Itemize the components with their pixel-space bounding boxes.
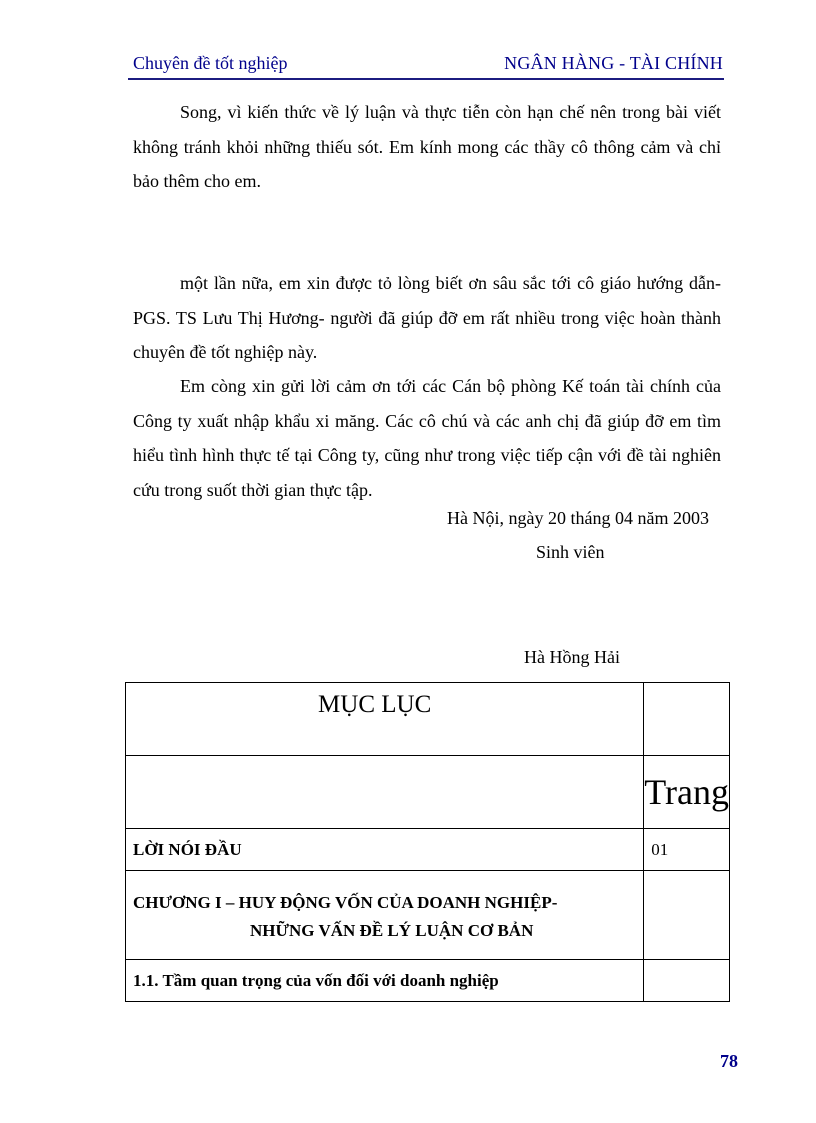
toc-entry-label: 1.1. Tầm quan trọng của vốn đối với doanh nghiệp [126,960,644,1002]
toc-blank-cell [126,756,644,829]
paragraph-3: Em còng xin gửi lời cảm ơn tới các Cán bộ phòng Kế toán tài chính của Công ty xuất nhập khẩu xi măng. Các cô chú và các anh chị đã giúp đỡ em tìm hiểu tình hình thực tế tại Công ty, cũng như trong việc tiếp cận với đề tài nghiên cứu trong suốt thời gian thực tập. [133,376,721,500]
toc-entry-page [644,871,730,960]
toc-entry-page [644,960,730,1002]
toc-entry-label: LỜI NÓI ĐẦU [126,829,644,871]
paragraph-2: một lần nữa, em xin được tỏ lòng biết ơn sâu sắc tới cô giáo hướng dẫn- PGS. TS Lưu Thị Hương- người đã giúp đỡ em rất nhiều trong việc hoàn thành chuyên đề tốt nghiệp này. [133,273,721,362]
toc-title-cell [126,683,644,756]
table-row [126,871,730,960]
signature-role: Sinh viên [536,542,605,562]
toc-title: MỤC LỤC [318,691,432,718]
table-of-contents [125,682,730,1002]
header-divider [128,78,724,80]
header-left-title: Chuyên đề tốt nghiệp [133,53,288,73]
toc-title-page-cell [644,683,730,756]
table-row [126,829,730,871]
page-number: 78 [720,1051,738,1071]
toc-chapter-line-2: NHỮNG VẤN ĐỀ LÝ LUẬN CƠ BẢN [250,921,534,940]
toc-entry-page: 01 [644,829,730,871]
signature-name: Hà Hồng Hải [524,647,620,667]
toc-page-header: Trang [644,756,730,829]
paragraph-1: Song, vì kiến thức về lý luận và thực tiễn còn hạn chế nên trong bài viết không tránh khỏi những thiếu sót. Em kính mong các thầy cô thông cảm và chỉ bảo thêm cho em. [133,102,721,191]
toc-entry-label [126,871,644,960]
signature-date: Hà Nội, ngày 20 tháng 04 năm 2003 [447,508,709,528]
toc-chapter-line-1: CHƯƠNG I – HUY ĐỘNG VỐN CỦA DOANH NGHIỆP- [133,893,558,912]
header-right-title: NGÂN HÀNG - TÀI CHÍNH [504,53,723,73]
table-row [126,960,730,1002]
